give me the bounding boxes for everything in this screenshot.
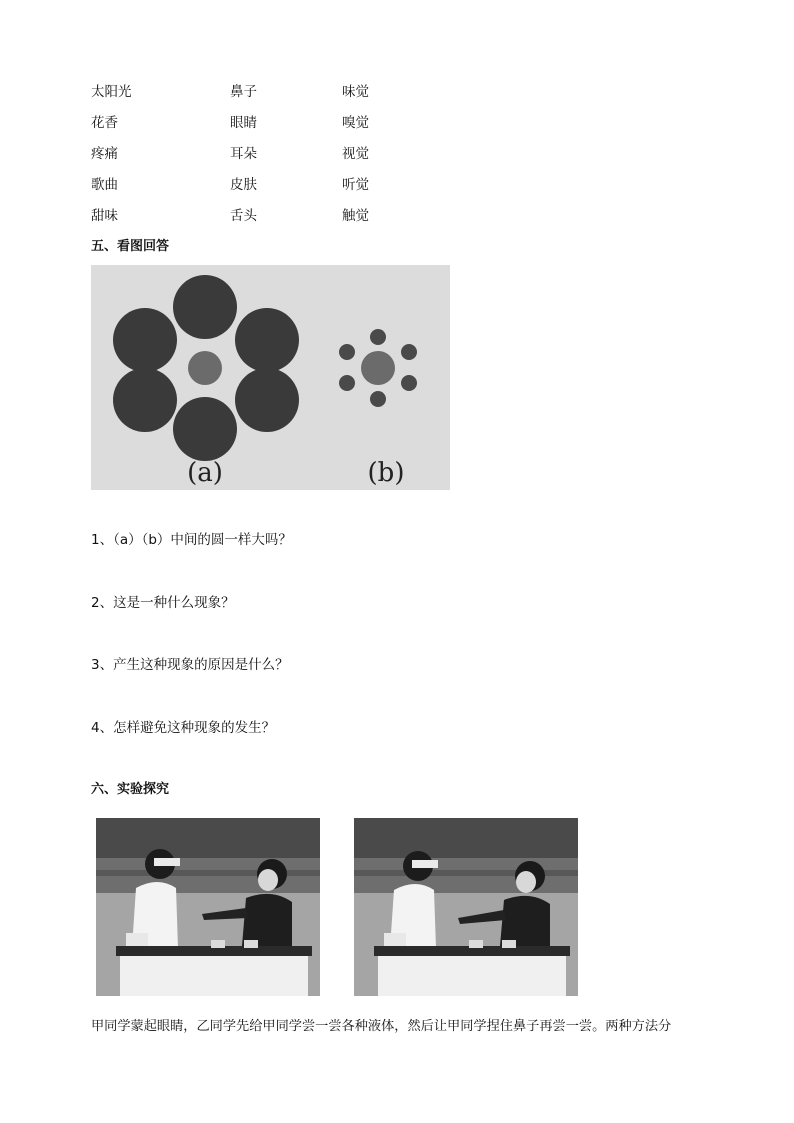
match-col1-item-1: 太阳光: [91, 84, 132, 100]
question-2: 2、这是一种什么现象？: [91, 595, 235, 611]
figure-a-outer-circle-upper-right: [235, 308, 299, 372]
figure-a-outer-circle-lower-left: [113, 368, 177, 432]
figure-a-outer-circle-upper-left: [113, 308, 177, 372]
question-4: 4、怎样避免这种现象的发生？: [91, 720, 276, 736]
match-col1-item-4: 歌曲: [91, 177, 118, 193]
match-col2-item-1: 鼻子: [230, 84, 257, 100]
match-col2-item-2: 眼睛: [230, 115, 257, 131]
figure-b-center-circle: [361, 351, 395, 385]
match-col1-item-3: 疼痛: [91, 146, 118, 162]
figure-b-outer-circle-lower-right: [401, 375, 417, 391]
figure-b-outer-circle-upper-right: [401, 344, 417, 360]
experiment-description: 甲同学蒙起眼睛，乙同学先给甲同学尝一尝各种液体，然后让甲同学捏住鼻子再尝一尝。两种方法分: [91, 1019, 672, 1034]
experiment-photo-1: [96, 818, 320, 996]
match-col2-item-5: 舌头: [230, 208, 257, 224]
figure-b-outer-circle-bottom: [370, 391, 386, 407]
figure-a-outer-circle-top: [173, 275, 237, 339]
match-col1-item-5: 甜味: [91, 208, 118, 224]
section5-heading: 五、看图回答: [91, 239, 170, 254]
match-col1-item-2: 花香: [91, 115, 118, 131]
figure-a-center-circle: [188, 351, 222, 385]
match-col3-item-5: 触觉: [342, 208, 369, 224]
question-1: 1、（a）（b）中间的圆一样大吗？: [91, 532, 292, 548]
figure-a-outer-circle-lower-right: [235, 368, 299, 432]
match-col3-item-4: 听觉: [342, 177, 369, 193]
figure-b-outer-circle-top: [370, 329, 386, 345]
question-3: 3、产生这种现象的原因是什么？: [91, 657, 289, 673]
section6-heading: 六、实验探究: [91, 782, 170, 797]
figure-label-b: (b): [367, 458, 405, 488]
match-col3-item-3: 视觉: [342, 146, 369, 162]
match-col3-item-2: 嗅觉: [342, 115, 369, 131]
figure-b-outer-circle-lower-left: [339, 375, 355, 391]
ebbinghaus-illusion-figure: [91, 265, 450, 490]
figure-label-a: (a): [187, 458, 223, 488]
match-col3-item-1: 味觉: [342, 84, 369, 100]
match-col2-item-4: 皮肤: [230, 177, 257, 193]
figure-a-outer-circle-bottom: [173, 397, 237, 461]
experiment-photo-2: [354, 818, 578, 996]
figure-b-outer-circle-upper-left: [339, 344, 355, 360]
match-col2-item-3: 耳朵: [230, 146, 257, 162]
